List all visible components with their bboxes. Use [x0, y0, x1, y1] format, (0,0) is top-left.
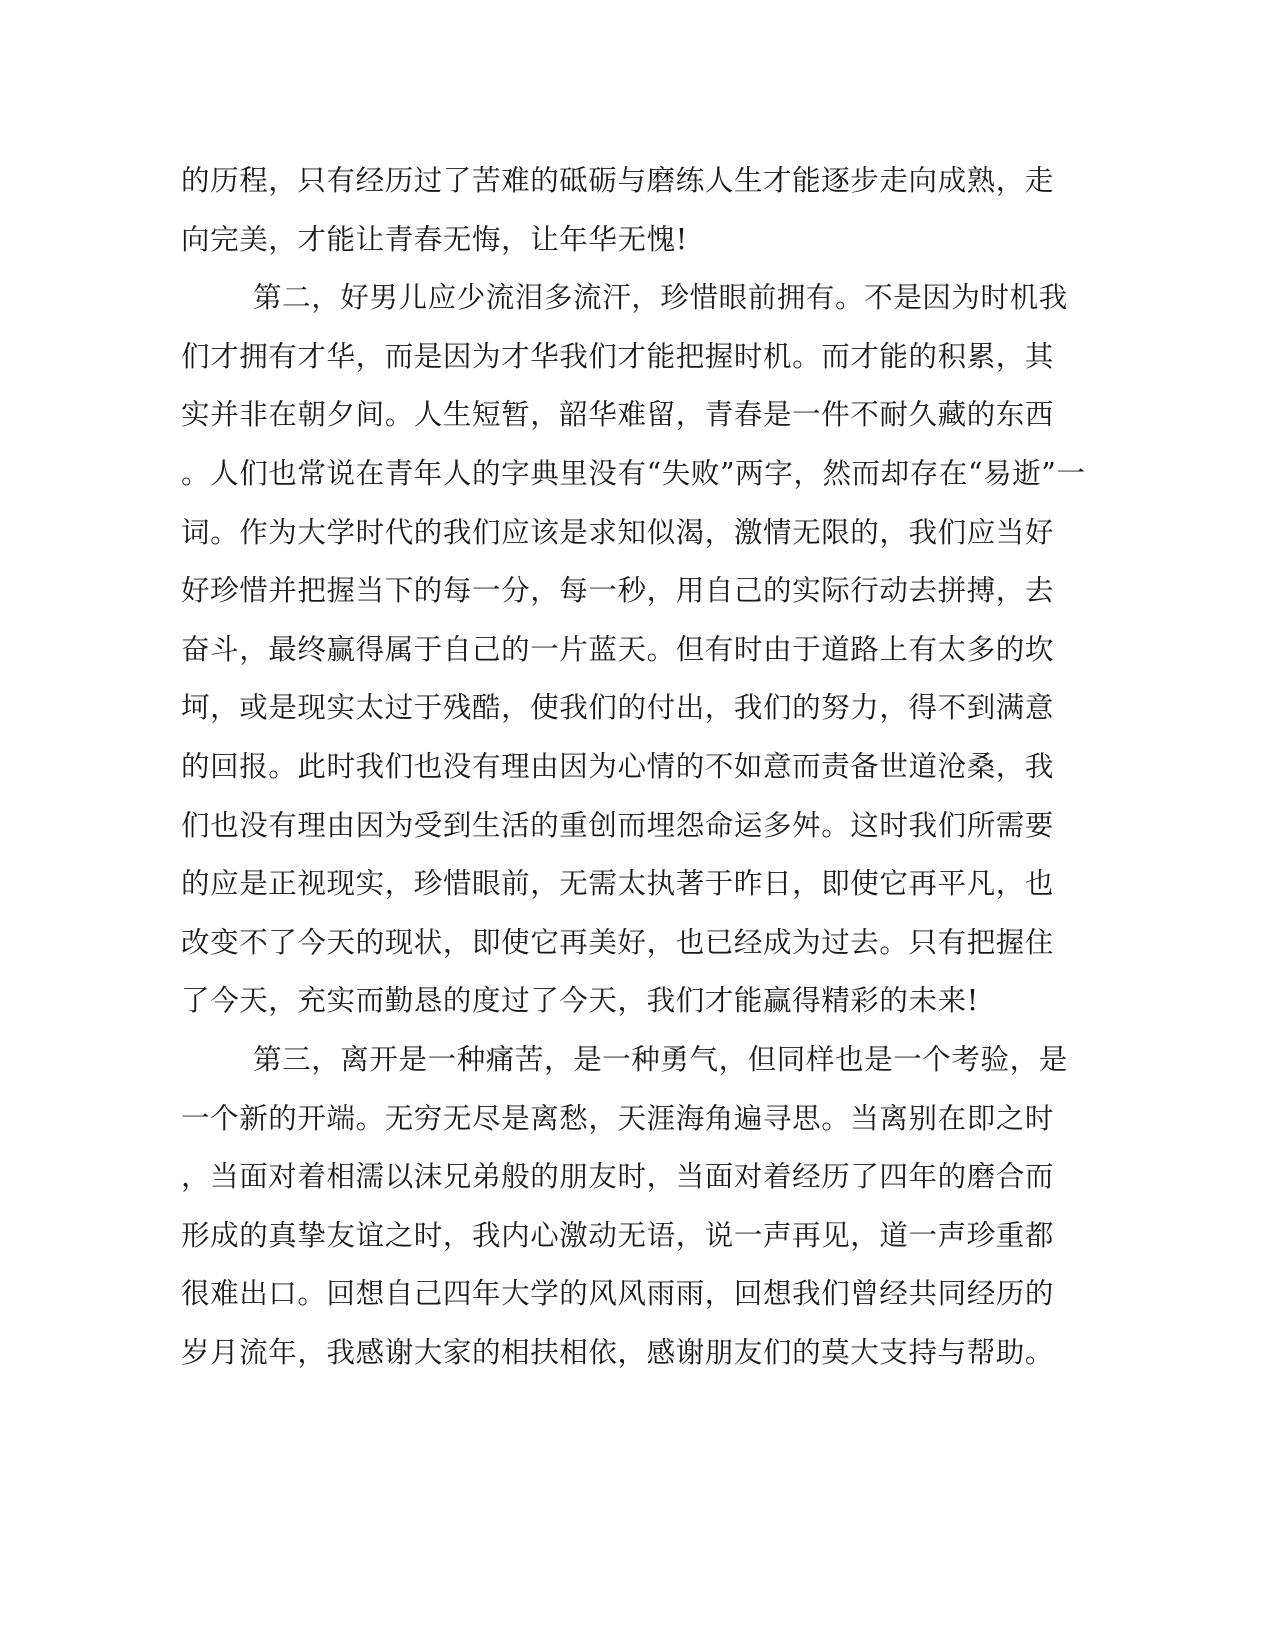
text-line: 很难出口。回想自己四年大学的风风雨雨，回想我们曾经共同经历的 [181, 1277, 1055, 1311]
paragraph-start-line: 第三，离开是一种痛苦，是一种勇气，但同样也是一个考验，是 [253, 1042, 1068, 1076]
text-line: 实并非在朝夕间。人生短暂，韶华难留，青春是一件不耐久藏的东西 [181, 398, 1055, 432]
text-line: 奋斗，最终赢得属于自己的一片蓝天。但有时由于道路上有太多的坎 [181, 632, 1055, 666]
text-line: 了今天，充实而勤恳的度过了今天，我们才能赢得精彩的未来! [181, 984, 979, 1018]
text-line: 的历程，只有经历过了苦难的砥砺与磨练人生才能逐步走向成熟，走 [181, 164, 1055, 197]
text-line: 。人们也常说在青年人的字典里没有“失败”两字，然而却存在“易逝”一 [181, 456, 1086, 490]
text-line: 一个新的开端。无穷无尽是离愁，天涯海角遍寻思。当离别在即之时 [181, 1101, 1055, 1135]
paragraph-start-line: 第二，好男儿应少流泪多流汗，珍惜眼前拥有。不是因为时机我 [253, 281, 1068, 315]
text-line: 坷，或是现实太过于残酷，使我们的付出，我们的努力，得不到满意 [181, 691, 1055, 725]
text-line: 形成的真挚友谊之时，我内心激动无语，说一声再见，道一声珍重都 [181, 1218, 1055, 1252]
body-text [181, 152, 1086, 1382]
text-line: 好珍惜并把握当下的每一分，每一秒，用自己的实际行动去拼搏，去 [181, 574, 1055, 608]
text-line: 向完美，才能让青春无悔，让年华无愧! [181, 222, 688, 256]
text-line: 的应是正视现实，珍惜眼前，无需太执著于昨日，即使它再平凡，也 [181, 867, 1055, 901]
text-line: ，当面对着相濡以沫兄弟般的朋友时，当面对着经历了四年的磨合而 [181, 1160, 1055, 1194]
text-line: 们才拥有才华，而是因为才华我们才能把握时机。而才能的积累，其 [181, 339, 1055, 373]
text-line: 词。作为大学时代的我们应该是求知似渴，激情无限的，我们应当好 [181, 515, 1055, 549]
text-line: 的回报。此时我们也没有理由因为心情的不如意而责备世道沧桑，我 [181, 749, 1055, 783]
text-line: 改变不了今天的现状，即使它再美好，也已经成为过去。只有把握住 [181, 925, 1055, 959]
text-line: 们也没有理由因为受到生活的重创而埋怨命运多舛。这时我们所需要 [181, 808, 1055, 842]
text-line: 岁月流年，我感谢大家的相扶相依，感谢朋友们的莫大支持与帮助。 [181, 1335, 1055, 1369]
